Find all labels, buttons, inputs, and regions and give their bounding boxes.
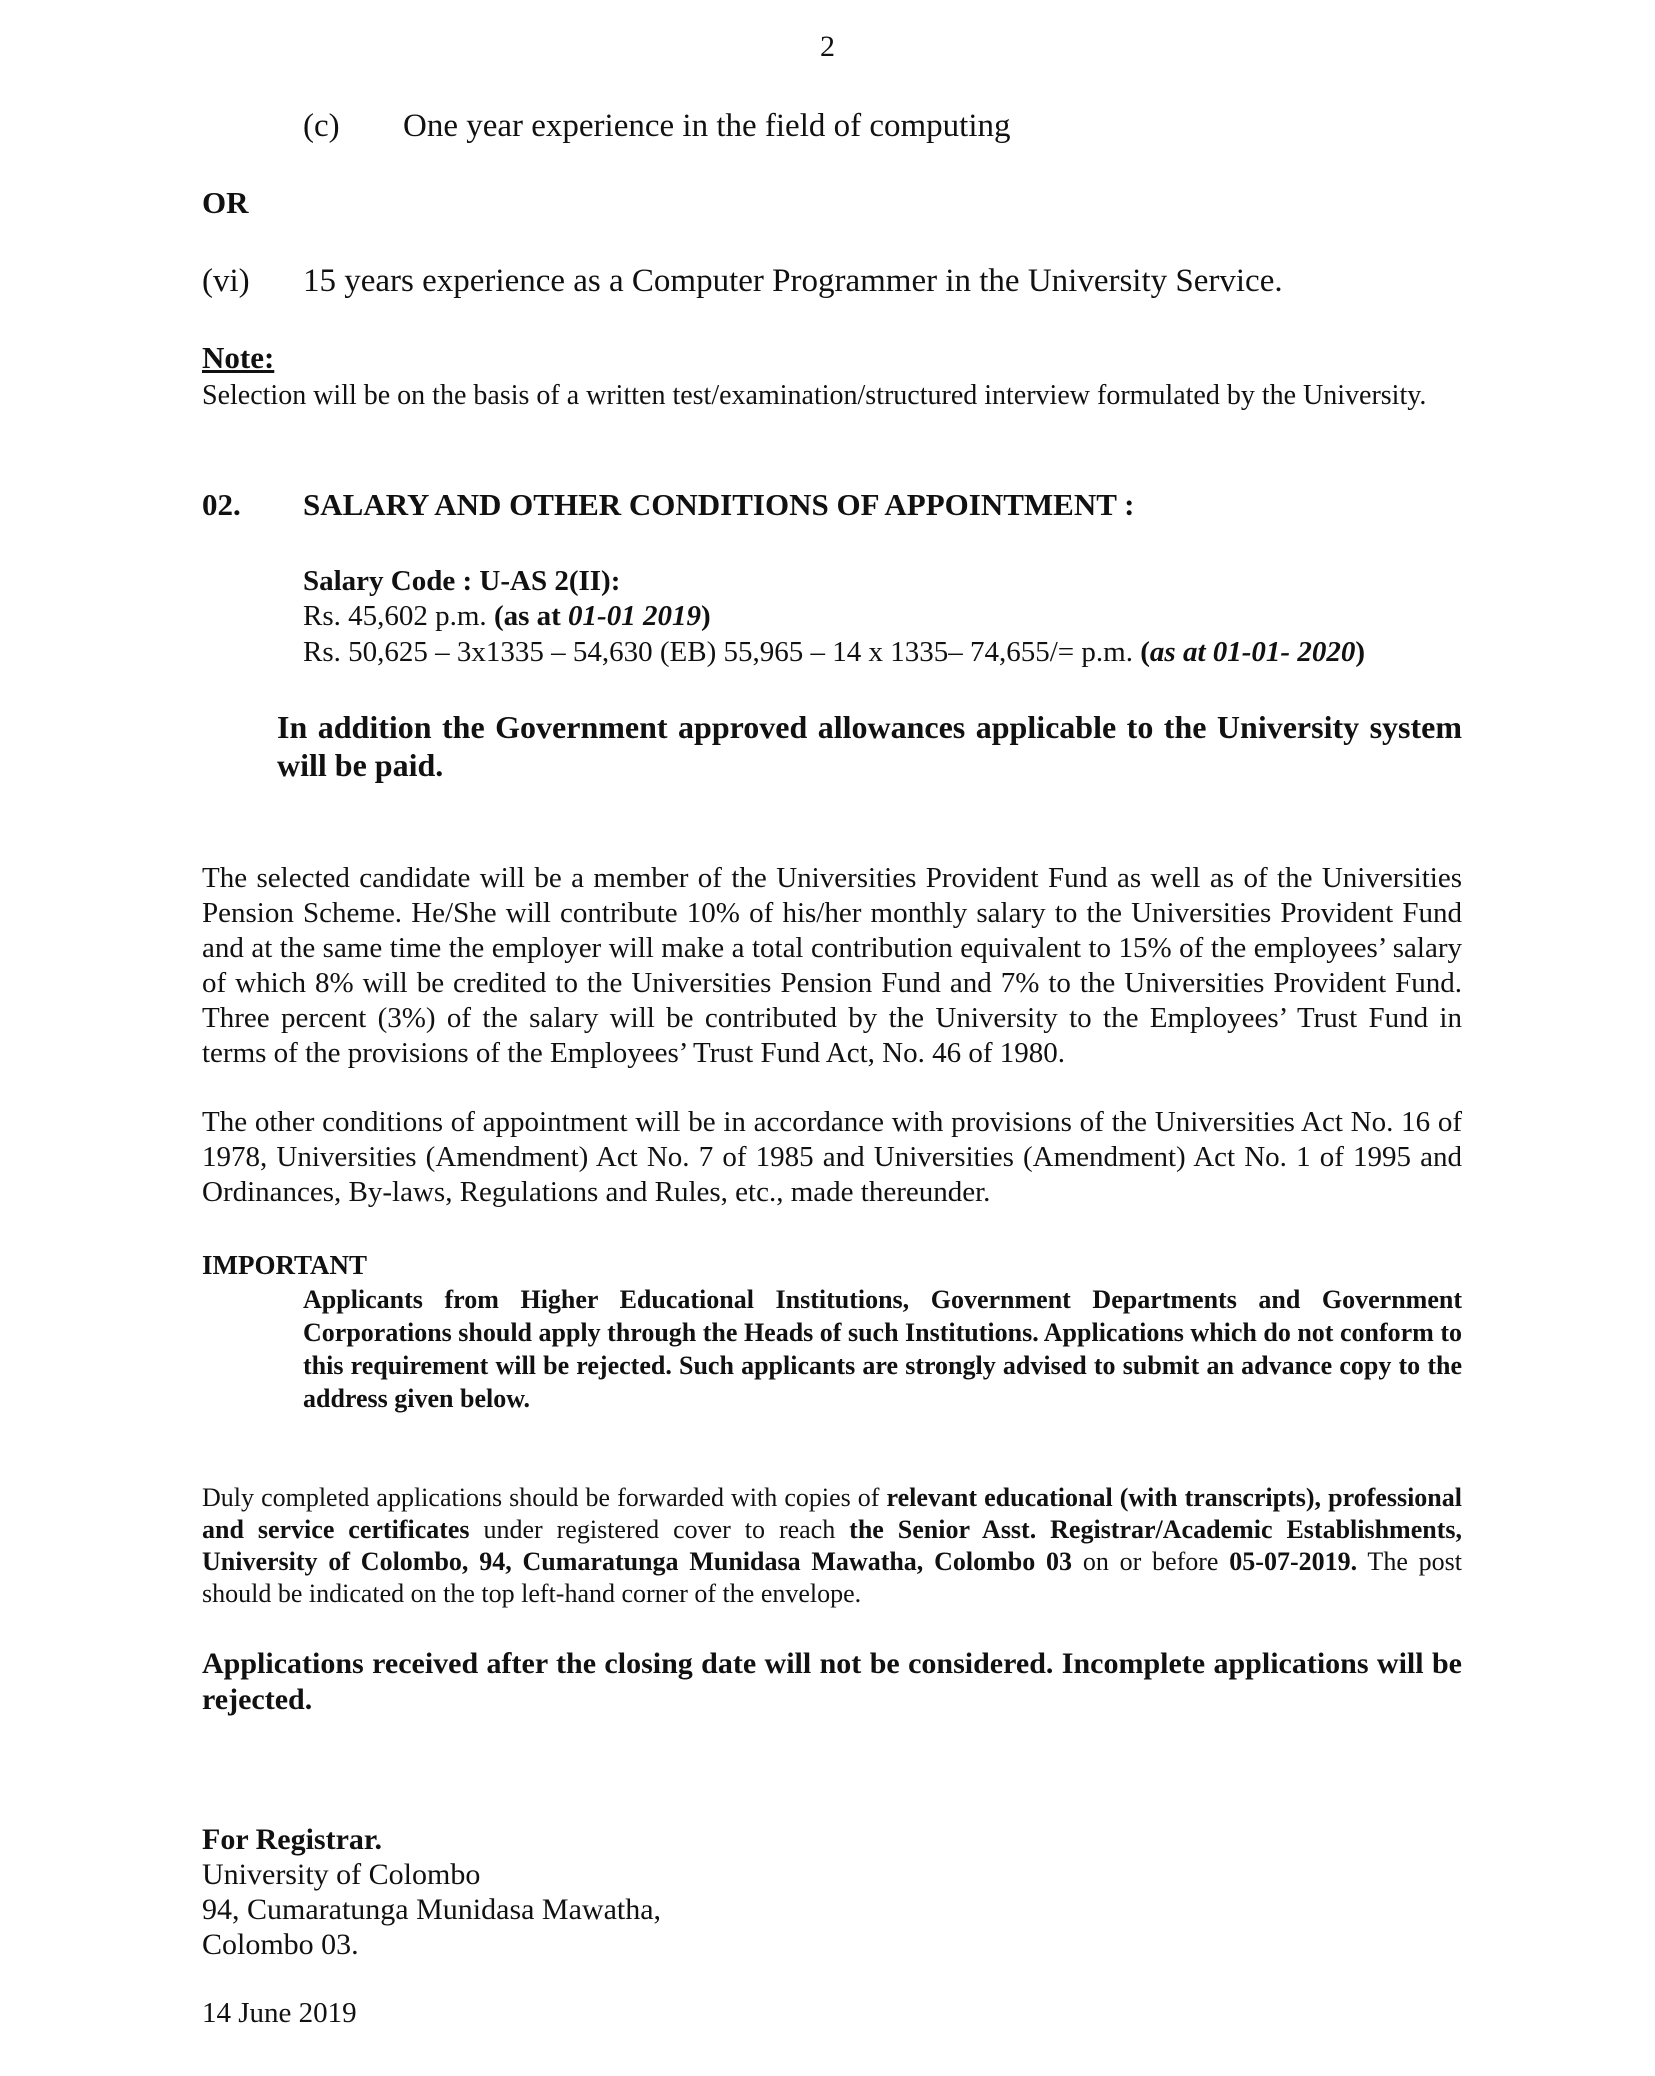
salary-2020-date: as at 01-01- 2020 bbox=[1149, 636, 1356, 668]
item-vi-label: (vi) bbox=[202, 263, 250, 299]
important-heading: IMPORTANT bbox=[202, 1250, 368, 1280]
item-c-text: One year experience in the field of computing bbox=[403, 108, 1011, 144]
apply-text-1: Duly completed applications should be forwarded with copies of bbox=[202, 1483, 887, 1512]
apply-text-3: on or before bbox=[1072, 1547, 1230, 1576]
provident-fund-paragraph: The selected candidate will be a member of the Universities Provident Fund as well as of the Universities Pension Scheme. He/She will contribute 10% of his/her monthly salary to the Universities Provident Fund and at the same time the employer will make a total contribution equivalent to 15% of the employees’ salary of which 8% will be credited to the Universities Pension Fund and 7% to the Universities Provident Fund. Three percent (3%) of the salary will be contributed by the University to the Employees’ Trust Fund in terms of the provisions of the Employees’ Trust Fund Act, No. 46 of 1980. bbox=[202, 862, 1462, 1069]
apply-bold-address: the Senior Asst. Registrar/Academic Establishments, University of Colombo, 94, Cumaratunga Munidasa Mawatha, Colombo 03 bbox=[202, 1515, 1462, 1576]
item-c-label: (c) bbox=[303, 108, 340, 144]
salary-2019-amount: Rs. 45,602 p.m. bbox=[303, 600, 494, 632]
page-number: 2 bbox=[820, 30, 835, 63]
salary-2019-close: ) bbox=[700, 600, 711, 632]
note-heading: Note: bbox=[202, 340, 275, 375]
note-text: Selection will be on the basis of a written test/examination/structured interview formulated by the University. bbox=[202, 380, 1427, 411]
apply-text-4: The post should be indicated on the top left-hand corner of the envelope. bbox=[202, 1547, 1462, 1608]
conditions-paragraph: The other conditions of appointment will be in accordance with provisions of the Universities Act No. 16 of 1978, Universities (Amendment) Act No. 7 of 1985 and Universities (Amendment) Act No. 1 of 1995 and Ordinances, By-laws, Regulations and Rules, etc., made thereunder. bbox=[202, 1106, 1462, 1208]
registrar-address-line: University of Colombo bbox=[202, 1858, 481, 1891]
registrar-address-line: Colombo 03. bbox=[202, 1928, 359, 1961]
section-number: 02. bbox=[202, 487, 241, 522]
registrar-title: For Registrar. bbox=[202, 1823, 382, 1856]
salary-line-2020 bbox=[303, 636, 1365, 669]
closing-notice: Applications received after the closing date will not be considered. Incomplete applications will be rejected. bbox=[202, 1647, 1462, 1716]
important-text: Applicants from Higher Educational Institutions, Government Departments and Government Corporations should apply through the Heads of such Institutions. Applications which do not conform to this requirement will be rejected. Such applicants are strongly advised to submit an advance copy to the address given below. bbox=[303, 1285, 1462, 1413]
or-label: OR bbox=[202, 185, 249, 220]
salary-2020-close: ) bbox=[1355, 636, 1365, 668]
section-title: SALARY AND OTHER CONDITIONS OF APPOINTMENT : bbox=[303, 487, 1135, 522]
document-date: 14 June 2019 bbox=[202, 1997, 357, 2029]
registrar-address-line: 94, Cumaratunga Munidasa Mawatha, bbox=[202, 1893, 662, 1926]
apply-bold-documents: relevant educational (with transcripts), professional and service certificates bbox=[202, 1483, 1462, 1544]
salary-code: Salary Code : U-AS 2(II): bbox=[303, 565, 621, 597]
salary-2019-as-at: (as at bbox=[493, 600, 569, 632]
application-instructions bbox=[202, 1482, 1462, 1610]
salary-2019-date: 01-01 2019 bbox=[568, 600, 701, 632]
salary-2020-scale: Rs. 50,625 – 3x1335 – 54,630 (EB) 55,965 – 14 x 1335– 74,655/= p.m. bbox=[303, 636, 1141, 668]
item-vi-text: 15 years experience as a Computer Programmer in the University Service. bbox=[303, 263, 1283, 299]
salary-line-2019 bbox=[303, 600, 711, 633]
apply-bold-deadline: 05-07-2019. bbox=[1229, 1547, 1358, 1576]
salary-2020-open: ( bbox=[1140, 636, 1150, 668]
apply-text-2: under registered cover to reach bbox=[469, 1515, 850, 1544]
allowances-statement: In addition the Government approved allowances applicable to the University system will be paid. bbox=[277, 709, 1462, 783]
